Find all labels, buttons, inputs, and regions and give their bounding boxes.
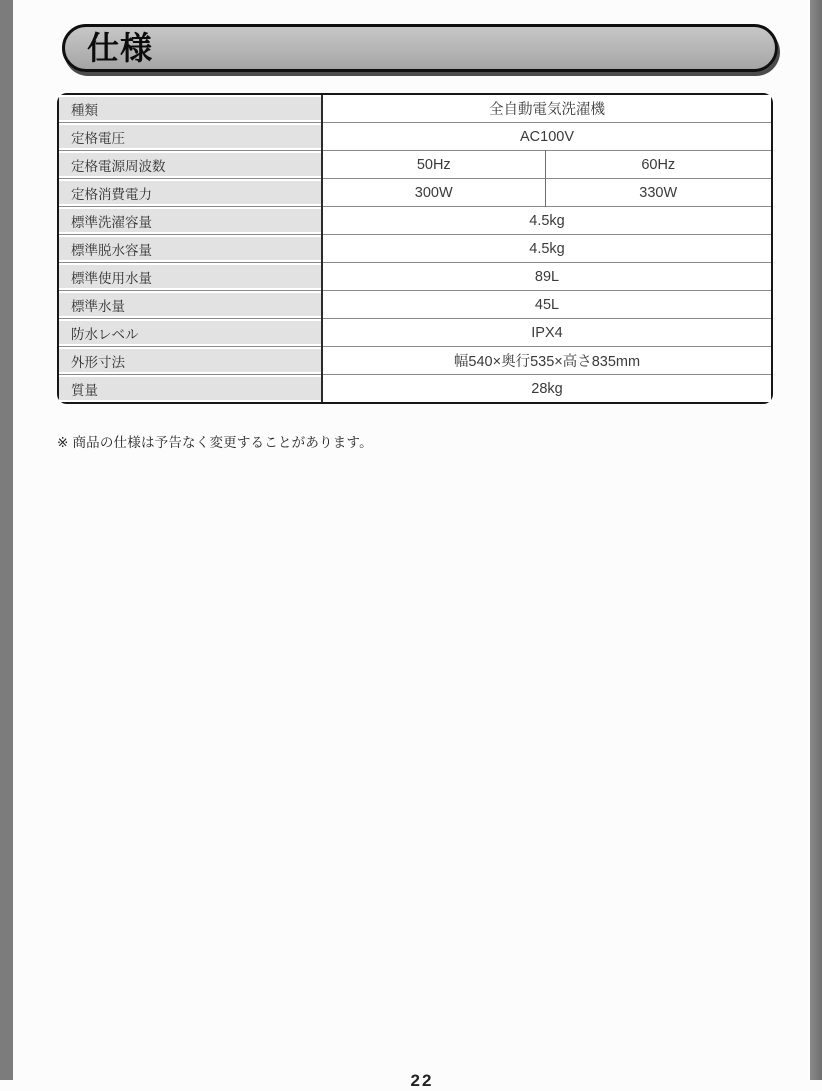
spec-value: 4.5kg: [322, 207, 771, 235]
spec-value: 4.5kg: [322, 235, 771, 263]
spec-value-60hz: 60Hz: [545, 151, 771, 179]
spec-label: 定格電圧: [59, 123, 322, 151]
spec-label: 標準使用水量: [59, 263, 322, 291]
table-row-weight: [59, 375, 771, 403]
spec-label: 標準脱水容量: [59, 235, 322, 263]
spec-label: 定格電源周波数: [59, 151, 322, 179]
section-header: [62, 24, 778, 72]
spec-table: [59, 95, 771, 402]
table-row-dimensions: [59, 347, 771, 375]
table-row-type: [59, 95, 771, 123]
spec-value: AC100V: [322, 123, 771, 151]
spec-label: 標準洗濯容量: [59, 207, 322, 235]
right-scan-edge-bar: [810, 0, 822, 1080]
spec-value: 幅540×奥行535×高さ835mm: [322, 347, 771, 375]
spec-label: 定格消費電力: [59, 179, 322, 207]
spec-label: 防水レベル: [59, 319, 322, 347]
table-row-rated-voltage: [59, 123, 771, 151]
spec-value-60hz: 330W: [545, 179, 771, 207]
spec-value-50hz: 50Hz: [322, 151, 545, 179]
table-row-wash-capacity: [59, 207, 771, 235]
spec-label: 種類: [59, 95, 322, 123]
spec-label: 標準水量: [59, 291, 322, 319]
left-scan-edge-bar: [0, 0, 13, 1080]
table-row-rated-frequency: [59, 151, 771, 179]
page-number: 22: [410, 1071, 434, 1090]
table-row-spin-capacity: [59, 235, 771, 263]
spec-change-footnote: ※ 商品の仕様は予告なく変更することがあります。: [57, 435, 373, 450]
spec-value: 89L: [322, 263, 771, 291]
table-row-water-level: [59, 291, 771, 319]
spec-value: IPX4: [322, 319, 771, 347]
spec-value: 45L: [322, 291, 771, 319]
table-row-rated-power: [59, 179, 771, 207]
table-row-water-usage: [59, 263, 771, 291]
spec-value-50hz: 300W: [322, 179, 545, 207]
spec-value: 全自動電気洗濯機: [322, 95, 771, 123]
spec-value: 28kg: [322, 375, 771, 403]
spec-label: 質量: [59, 375, 322, 403]
table-row-waterproof-level: [59, 319, 771, 347]
spec-label: 外形寸法: [59, 347, 322, 375]
section-title: 仕様: [87, 30, 154, 66]
spec-table-container: [57, 93, 773, 404]
